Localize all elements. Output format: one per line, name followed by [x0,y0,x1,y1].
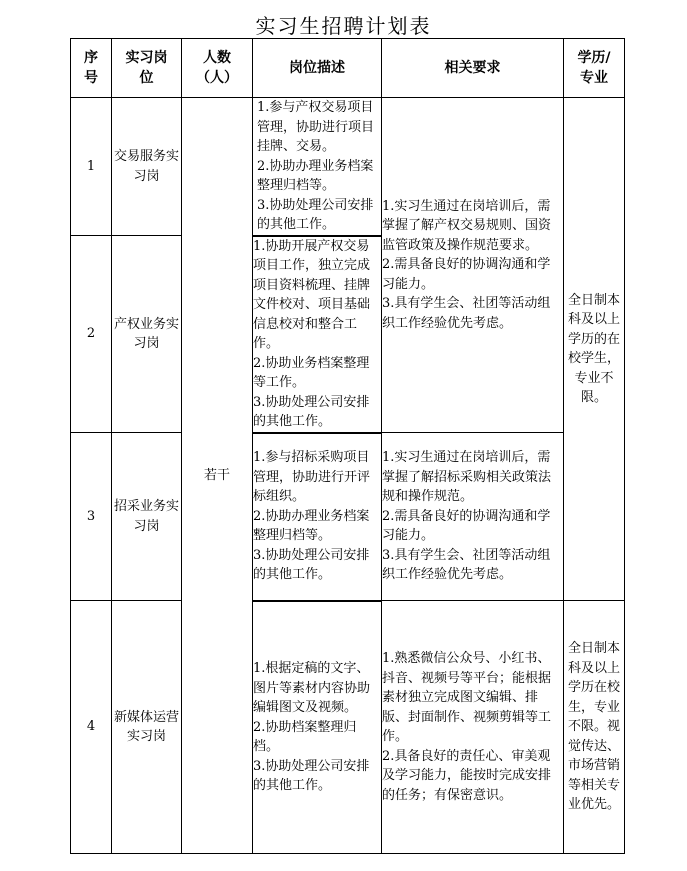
requirement-line: 1.熟悉微信公众号、小红书、抖音、视频号等平台；能根据素材独立完成图文编辑、排版、封面制作、视频剪辑等工作。 [382,651,552,744]
description-line: 1.协助开展产权交易项目工作，独立完成项目资料梳理、挂牌文件校对、项目基础信息校对和整合工作。 [253,238,371,351]
row-description [253,601,382,854]
requirement-line: 1.实习生通过在岗培训后，需掌握了解产权交易规则、国资监管政策及操作规范要求。 [382,198,552,253]
page-title: 实习生招聘计划表 [255,14,432,38]
description-line: 3.协助处理公司安排的其他工作。 [253,547,370,583]
row-requirements [382,433,564,601]
row-requirements [382,98,564,433]
row-requirements [382,601,564,854]
row-description [253,236,382,433]
row-index: 2 [71,236,112,433]
header-position: 实习岗位 [112,39,182,98]
requirement-line: 2.需具备良好的协调沟通和学习能力。 [382,257,551,292]
description-line: 2.协助业务档案整理等工作。 [253,355,370,390]
header-requirements: 相关要求 [382,39,564,98]
description-line: 2.协助办理业务档案整理归档等。 [257,158,374,193]
row-index: 1 [71,98,112,236]
row-index: 4 [71,601,112,854]
header-count: 人数（人） [182,39,253,98]
description-line: 3.协助处理公司安排的其他工作。 [253,394,370,429]
row-education: 全日制本科及以上学历在校生，专业不限。视觉传达、市场营销等相关专业优先。 [564,601,625,854]
row-position: 招采业务实习岗 [112,433,182,601]
table-row [71,98,625,236]
requirement-line: 3.具有学生会、社团等活动组织工作经验优先考虑。 [382,547,551,583]
requirement-line: 2.需具备良好的协调沟通和学习能力。 [382,508,551,544]
description-line: 2.协助档案整理归档。 [253,719,357,754]
row-position: 新媒体运营实习岗 [112,601,182,854]
row-count: 若干 [182,98,253,854]
description-line: 1.根据定稿的文字、图片等素材内容协助编辑图文及视频。 [253,661,371,715]
row-description [253,433,382,601]
description-line: 1.参与产权交易项目管理，协助进行项目挂牌、交易。 [257,100,375,154]
row-position: 交易服务实习岗 [112,98,182,236]
requirement-line: 1.实习生通过在岗培训后，需掌握了解招标采购相关政策法规和操作规范。 [382,450,552,505]
description-line: 1.参与招标采购项目管理，协助进行开评标组织。 [253,450,371,505]
recruitment-table [70,38,625,854]
description-line: 3.协助处理公司安排的其他工作。 [257,197,374,232]
row-description [253,98,382,236]
description-line: 3.协助处理公司安排的其他工作。 [253,758,370,793]
table-row [71,433,625,601]
description-line: 2.协助办理业务档案整理归档等。 [253,508,370,544]
row-index: 3 [71,433,112,601]
row-education: 全日制本科及以上学历的在校学生，专业不限。 [564,98,625,601]
requirement-line: 2.具备良好的责任心、审美观及学习能力，能按时完成安排的任务；有保密意识。 [382,748,552,803]
table-row [71,601,625,854]
header-education: 学历/专业 [564,39,625,98]
header-description: 岗位描述 [253,39,382,98]
header-index: 序号 [71,39,112,98]
header-row [71,39,625,98]
requirement-line: 3.具有学生会、社团等活动组织工作经验优先考虑。 [382,296,551,331]
row-position: 产权业务实习岗 [112,236,182,433]
